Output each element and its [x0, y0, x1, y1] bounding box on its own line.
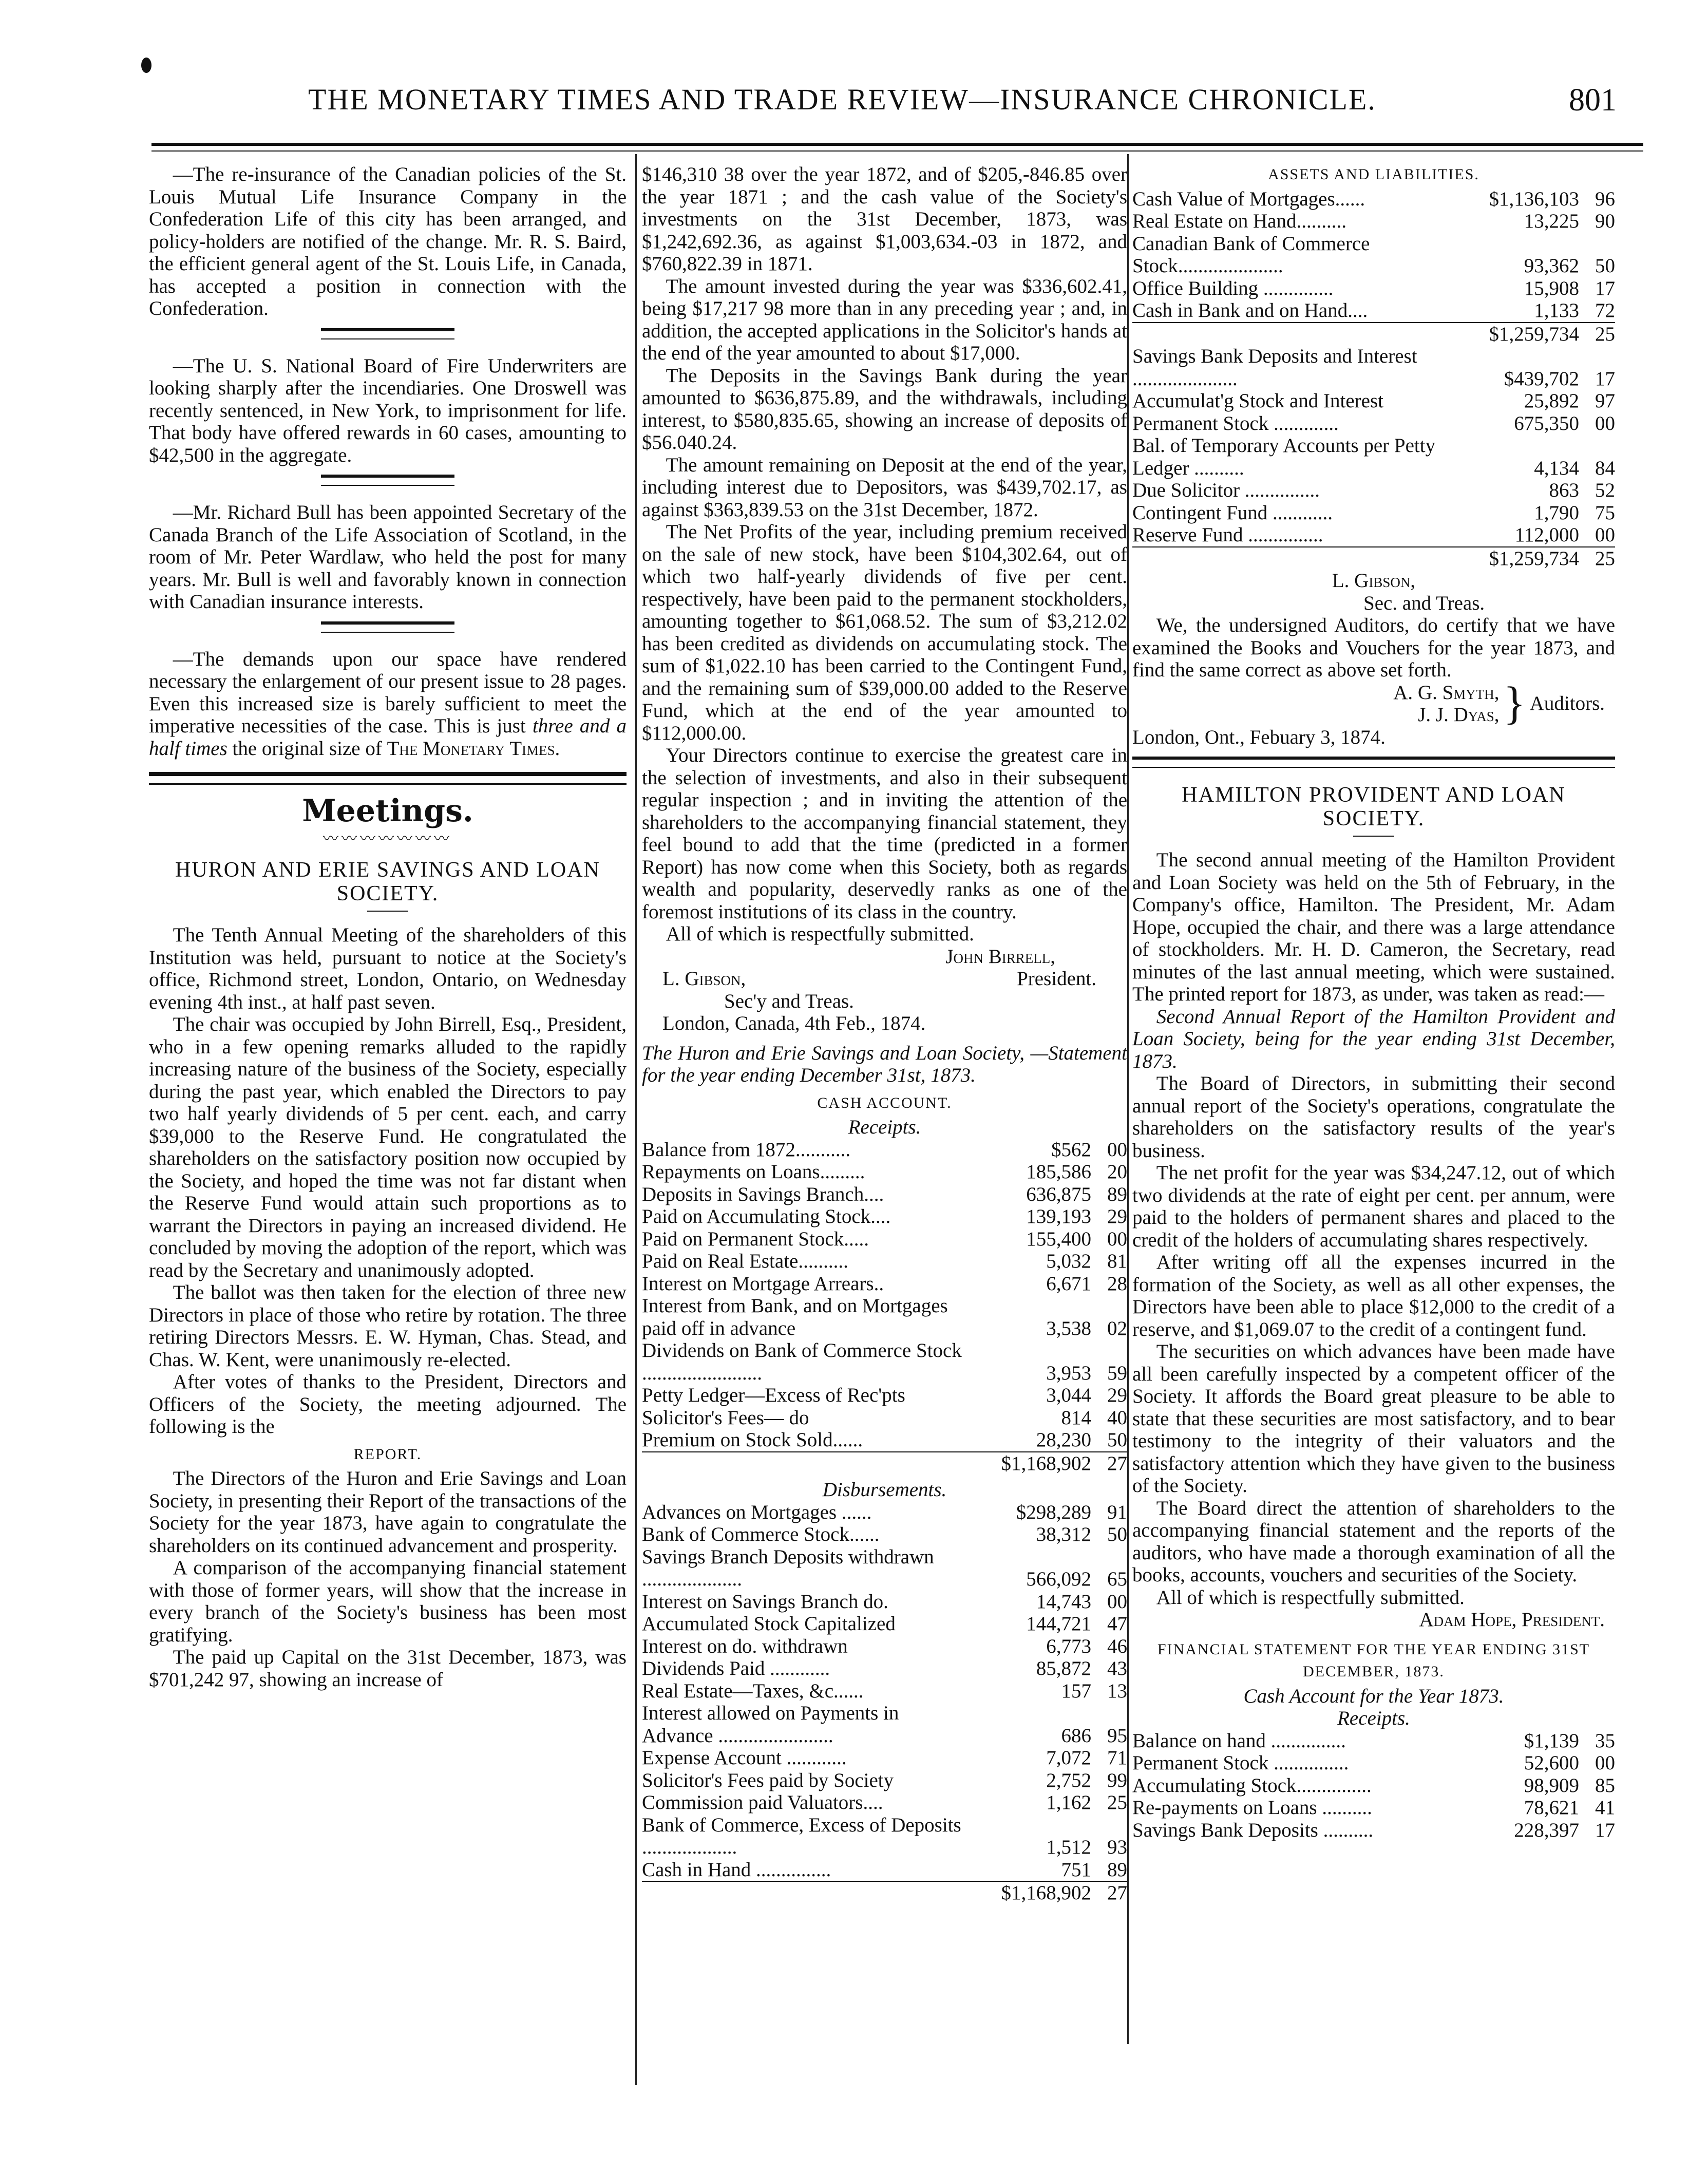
short-rule [1353, 836, 1394, 837]
huron-para-3: The ballot was then taken for the election of three new Directors in place of those who retire by rotation. The three retiring Directors Messrs. E. W. Hyman, Chas. Stead, and Chas. W. Kent, were unanimously re-elected. [149, 1281, 627, 1371]
row-amount: 675,350 [1514, 412, 1579, 435]
disbursement-row [642, 1769, 1127, 1792]
row-label: Petty Ledger—Excess of Rec'pts [642, 1384, 905, 1406]
ornament-rule: 〰〰〰〰〰〰〰 [323, 830, 452, 847]
section-rule [1132, 757, 1615, 768]
row-amount: 28,230 [1036, 1429, 1091, 1451]
huron-para-4: After votes of thanks to the President, Directors and Officers of the Society, the meeting adjourned. The following is the [149, 1371, 627, 1438]
auditors-brace: } [1503, 678, 1526, 729]
row-amount: 112,000 [1514, 524, 1579, 546]
report-submitted-line: All of which is respectfully submitted. [666, 923, 974, 945]
news-item-fire-underwriters: —The U. S. National Board of Fire Underwriters are looking sharply after the incendiaries. One Droswell was recently sentenced, in New York, to imprisonment for life. That body have offered rewards in 60 cases, amounting to $42,500 in the aggregate. [149, 354, 627, 466]
receipts-total-row [642, 1452, 1127, 1475]
row-label: Bank of Commerce Stock...... [642, 1523, 880, 1545]
row-amount: 157 [1061, 1679, 1091, 1702]
liability-row [1132, 479, 1615, 502]
liabilities-total-amount: $1,259,734 [1451, 547, 1579, 570]
row-label: Accumulated Stock Capitalized [642, 1613, 896, 1635]
row-label: Commission paid Valuators.... [642, 1791, 883, 1814]
row-label: Dividends Paid ............ [642, 1657, 830, 1679]
disbursement-row [642, 1791, 1127, 1814]
hamilton-receipt-row [1132, 1774, 1615, 1797]
liability-row [1132, 345, 1615, 390]
row-cents: 13 [1107, 1679, 1127, 1702]
row-label: Interest on do. withdrawn [642, 1635, 848, 1657]
row-label: Balance on hand ............... [1132, 1729, 1346, 1752]
row-label: Solicitor's Fees paid by Society [642, 1769, 894, 1791]
row-amount: 228,397 [1514, 1819, 1579, 1841]
receipts-total-amount: $1,168,902 [963, 1452, 1091, 1475]
row-cents: 50 [1107, 1429, 1127, 1451]
section-rule [321, 328, 454, 339]
signature-row [642, 968, 1127, 990]
huron-report-para-1: The Directors of the Huron and Erie Savings and Loan Society, in presenting their Report of the transactions of the Society for the year 1873, have again to congratulate the shareholders on its continued advancement and prosperity. [149, 1467, 627, 1557]
row-cents: 41 [1595, 1797, 1615, 1819]
liability-row [1132, 412, 1615, 435]
assets-total-amount: $1,259,734 [1451, 323, 1579, 346]
hamilton-para-1: The second annual meeting of the Hamilton Provident and Loan Society was held on the 5th of February, in the Company's office, Hamilton. The President, Mr. Adam Hope, occupied the chair, and there was a large attendance of stockholders. Mr. H. D. Cameron, the Secretary, read minutes of the last annual meeting, which were sustained. The printed report for 1873, as under, was taken as read:— [1132, 849, 1615, 1005]
row-cents: 84 [1595, 457, 1615, 479]
receipts-table [642, 1139, 1127, 1451]
row-cents: 17 [1595, 277, 1615, 299]
row-label: Advances on Mortgages ...... [642, 1501, 872, 1523]
row-amount: 3,538 [1046, 1317, 1091, 1339]
receipt-row [642, 1429, 1127, 1451]
asset-row [1132, 210, 1615, 233]
auditors-label: Auditors. [1529, 692, 1605, 715]
news-item-space-notice: —The demands upon our space have rendered necessary the enlargement of our present issue to 28 pages. Even this increased size is barely sufficient to meet the imperative necessities of the case. This is just three and a half times the original size of The Monetary Times. [149, 648, 627, 760]
statement-title: The Huron and Erie Savings and Loan Society, —Statement for the year ending December 31st, 1873. [642, 1042, 1127, 1086]
row-label: Accumulating Stock............... [1132, 1774, 1372, 1797]
disbursement-row [642, 1859, 1127, 1881]
row-cents: 46 [1107, 1635, 1127, 1657]
meetings-heading: Meetings. [302, 793, 473, 829]
row-label: Canadian Bank of Commerce Stock..................... [1132, 232, 1370, 277]
hamilton-receipt-row [1132, 1819, 1615, 1842]
row-cents: 99 [1107, 1769, 1127, 1791]
row-cents: 52 [1595, 479, 1615, 501]
column-divider-1 [635, 154, 637, 2085]
row-cents: 29 [1107, 1384, 1127, 1406]
disbursements-heading: Disbursements. [822, 1479, 947, 1501]
row-amount: 6,773 [1046, 1635, 1091, 1657]
column-1 [149, 163, 627, 2136]
receipt-row [642, 1407, 1127, 1429]
row-label: Cash Value of Mortgages...... [1132, 187, 1365, 210]
hamilton-para-2: The Board of Directors, in submitting their second annual report of the Society's operations, congratulate the shareholders on the satisfactory results of the year's business. [1132, 1072, 1615, 1162]
receipt-row [642, 1339, 1127, 1384]
row-cents: 50 [1595, 255, 1615, 277]
row-cents: 95 [1107, 1724, 1127, 1747]
row-amount: 85,872 [1036, 1657, 1091, 1679]
liability-row [1132, 524, 1615, 546]
receipt-row [642, 1139, 1127, 1161]
auditor-dyas: J. J. Dyas, [1418, 704, 1500, 726]
row-amount: $1,139 [1524, 1729, 1579, 1752]
assets-total-cents: 25 [1579, 323, 1615, 346]
row-cents: 89 [1107, 1858, 1127, 1881]
row-label: Due Solicitor ............... [1132, 479, 1320, 501]
row-amount: 5,032 [1046, 1250, 1091, 1272]
row-cents: 35 [1595, 1729, 1615, 1752]
row-label: Interest allowed on Payments in Advance ....................... [642, 1702, 899, 1747]
row-amount: 52,600 [1524, 1752, 1579, 1774]
assets-liabilities-heading: ASSETS AND LIABILITIES. [1268, 166, 1479, 183]
hamilton-submitted-line: All of which is respectfully submitted. [1156, 1586, 1465, 1609]
hamilton-report-title: Second Annual Report of the Hamilton Provident and Loan Society, being for the year ending 31st December, 1873. [1132, 1005, 1615, 1072]
disbursements-total-amount: $1,168,902 [963, 1881, 1091, 1904]
row-label: Interest on Savings Branch do. [642, 1590, 888, 1613]
row-amount: 3,953 [1046, 1362, 1091, 1384]
row-amount: 1,133 [1534, 299, 1579, 322]
row-cents: 00 [1595, 524, 1615, 546]
row-amount: 15,908 [1524, 277, 1579, 299]
row-amount: 686 [1061, 1724, 1091, 1747]
hamilton-para-5: The securities on which advances have been made have all been carefully inspected by a competent officer of the Society. It affords the Board great pleasure to be able to state that these securities are most satisfactory, and to bear testimony to the integrity of their valuators and the satisfactory attention which they have given to the business of the Society. [1132, 1340, 1615, 1497]
row-amount: 1,162 [1046, 1791, 1091, 1814]
row-label: Expense Account ............ [642, 1747, 847, 1769]
huron-report-para-3: The paid up Capital on the 31st December, 1873, was $701,242 97, showing an increase of [149, 1646, 627, 1691]
receipt-row [642, 1273, 1127, 1295]
column-3 [1132, 163, 1615, 2084]
header-rule-thin [151, 150, 1643, 152]
hamilton-receipt-row [1132, 1730, 1615, 1752]
row-amount: 6,671 [1046, 1272, 1091, 1295]
row-label: Cash in Bank and on Hand.... [1132, 299, 1368, 322]
asset-row [1132, 277, 1615, 300]
row-cents: 20 [1107, 1161, 1127, 1183]
hamilton-provident-title: HAMILTON PROVIDENT AND LOAN SOCIETY. [1182, 783, 1566, 830]
cash-account-year-heading: Cash Account for the Year 1873. [1243, 1685, 1504, 1707]
row-label: Contingent Fund ............ [1132, 501, 1333, 524]
disbursement-row [642, 1501, 1127, 1524]
assets-total-row [1132, 323, 1615, 346]
receipt-row [642, 1183, 1127, 1206]
signature-gibson: L. Gibson, [1332, 570, 1416, 592]
row-amount: 25,892 [1524, 390, 1579, 412]
row-cents: 65 [1107, 1568, 1127, 1590]
row-cents: 00 [1107, 1590, 1127, 1613]
hamilton-para-4: After writing off all the expenses incurred in the formation of the Society, as well as all other expenses, the Directors have been able to place $12,000 to the credit of a reserve, and $1,069.07 to the credit of a contingent fund. [1132, 1251, 1615, 1340]
signature-sec-treas: Sec'y and Treas. [724, 990, 854, 1012]
row-cents: 29 [1107, 1205, 1127, 1227]
row-label: Interest from Bank, and on Mortgages paid off in advance [642, 1295, 948, 1339]
header-rule [151, 143, 1643, 146]
row-label: Paid on Accumulating Stock.... [642, 1205, 891, 1227]
row-cents: 59 [1107, 1362, 1127, 1384]
hamilton-receipt-row [1132, 1752, 1615, 1774]
row-amount: 14,743 [1036, 1590, 1091, 1613]
row-amount: 3,044 [1046, 1384, 1091, 1406]
receipt-row [642, 1295, 1127, 1339]
receipt-row [642, 1250, 1127, 1273]
row-label: Bal. of Temporary Accounts per Petty Ledger .......... [1132, 435, 1436, 479]
row-cents: 71 [1107, 1747, 1127, 1769]
liability-row [1132, 502, 1615, 524]
row-amount: $1,136,103 [1489, 187, 1579, 210]
row-amount: 144,721 [1026, 1613, 1091, 1635]
liabilities-total-cents: 25 [1579, 547, 1615, 570]
row-amount: 2,752 [1046, 1769, 1091, 1791]
row-cents: 75 [1595, 501, 1615, 524]
row-label: Premium on Stock Sold...... [642, 1429, 863, 1451]
huron-para-1: The Tenth Annual Meeting of the shareholders of this Institution was held, pursuant to notice at the Society's office, Richmond street, London, Ontario, on Wednesday evening 4th inst., at half past seven. [149, 924, 627, 1013]
row-amount: 78,621 [1524, 1797, 1579, 1819]
receipts-total-cents: 27 [1091, 1452, 1127, 1475]
asset-row [1132, 233, 1615, 277]
huron-report-para-2: A comparison of the accompanying financial statement with those of former years, will show that the increase in every branch of the Society's business has been most gratifying. [149, 1557, 627, 1646]
row-cents: 93 [1107, 1836, 1127, 1858]
row-amount: $298,289 [1016, 1501, 1091, 1523]
liabilities-table [1132, 345, 1615, 546]
row-cents: 50 [1107, 1523, 1127, 1545]
disbursement-row [642, 1523, 1127, 1546]
disbursement-row [642, 1680, 1127, 1703]
disbursement-row [642, 1635, 1127, 1658]
row-amount: 139,193 [1026, 1205, 1091, 1227]
auditors-certificate: We, the undersigned Auditors, do certify that we have examined the Books and Vouchers for the year 1873, and find the same correct as above set forth. [1132, 614, 1615, 681]
huron-para-2: The chair was occupied by John Birrell, Esq., President, who in a few opening remarks alluded to the rapidly increasing nature of the business of the Society, especially during the past year, which enabled the Directors to pay two half yearly dividends of 5 per cent. each, and carry $39,000 to the Reserve Fund. He congratulated the shareholders on the satisfactory position now occupied by the Society, and hoped the time was not far distant when the Reserve Fund would attain such proportions as to warrant the Directors in paying an increased dividend. He concluded by moving the adoption of the report, which was read by the Secretary and unanimously adopted. [149, 1013, 627, 1281]
section-rule [321, 475, 454, 486]
disbursements-total-cents: 27 [1091, 1881, 1127, 1904]
row-cents: 00 [1107, 1227, 1127, 1250]
hamilton-receipt-row [1132, 1797, 1615, 1819]
row-cents: 85 [1595, 1774, 1615, 1797]
row-amount: 636,875 [1026, 1183, 1091, 1205]
row-label: Balance from 1872........... [642, 1138, 851, 1161]
row-amount: 1,512 [1046, 1836, 1091, 1858]
disbursement-row [642, 1591, 1127, 1613]
hamilton-para-3: The net profit for the year was $34,247.12, out of which two dividends at the rate of eight per cent. per annum, were paid to the holders of permanent shares and placed to the credit of the holders of accumulating shares respectively. [1132, 1162, 1615, 1251]
signature-gibson: L. Gibson, [662, 968, 746, 990]
row-cents: 00 [1595, 1752, 1615, 1774]
row-amount: 751 [1061, 1858, 1091, 1881]
auditors-signatures [1132, 678, 1615, 729]
disbursement-row [642, 1702, 1127, 1747]
disbursement-row [642, 1613, 1127, 1635]
row-cents: 17 [1595, 1819, 1615, 1841]
row-label: Savings Bank Deposits .......... [1132, 1819, 1374, 1841]
row-amount: 566,092 [1026, 1568, 1091, 1590]
hamilton-receipts-table [1132, 1730, 1615, 1842]
row-amount: 185,586 [1026, 1161, 1091, 1183]
row-cents: 00 [1107, 1138, 1127, 1161]
liabilities-total-table [1132, 546, 1615, 570]
short-rule [367, 911, 408, 912]
news-item-richard-bull: —Mr. Richard Bull has been appointed Secretary of the Canada Branch of the Life Association of Scotland, in the room of Mr. Peter Wardlaw, who held the post for many years. Mr. Bull is well and favorably known in connection with Canadian insurance interests. [149, 501, 627, 613]
column-2 [642, 163, 1127, 2136]
row-amount: 155,400 [1026, 1227, 1091, 1250]
row-cents: 43 [1107, 1657, 1127, 1679]
hamilton-receipts-heading: Receipts. [1337, 1707, 1410, 1729]
row-amount: $562 [1051, 1138, 1091, 1161]
receipts-heading: Receipts. [848, 1116, 921, 1138]
signature-president-label: President. [1017, 968, 1096, 990]
row-label: Real Estate—Taxes, &c...... [642, 1679, 864, 1702]
financial-statement-heading: FINANCIAL STATEMENT FOR THE YEAR ENDING 31ST DECEMBER, 1873. [1157, 1640, 1590, 1680]
row-amount: 13,225 [1524, 210, 1579, 232]
row-cents: 96 [1595, 187, 1615, 210]
liability-row [1132, 390, 1615, 412]
row-label: Interest on Mortgage Arrears.. [642, 1272, 884, 1295]
row-cents: 40 [1107, 1406, 1127, 1429]
disbursement-row [642, 1657, 1127, 1680]
meetings-rule [149, 772, 627, 785]
row-amount: 4,134 [1534, 457, 1579, 479]
row-amount: 38,312 [1036, 1523, 1091, 1545]
disbursements-table [642, 1501, 1127, 1881]
row-amount: 863 [1549, 479, 1579, 501]
page-number: 801 [1569, 83, 1617, 118]
row-cents: 00 [1595, 412, 1615, 435]
row-cents: 47 [1107, 1613, 1127, 1635]
row-label: Cash in Hand ............... [642, 1858, 831, 1881]
row-cents: 81 [1107, 1250, 1127, 1272]
row-label: Savings Bank Deposits and Interest ..................... [1132, 345, 1417, 390]
asset-row [1132, 188, 1615, 211]
row-label: Real Estate on Hand.......... [1132, 210, 1346, 232]
report-continued-para-6: Your Directors continue to exercise the greatest care in the selection of investments, and also in their subsequent regular inspection ; and in inviting the attention of the shareholders to the accompanying financial statement, they feel bound to add that the time (predicted in a former Report) has now come when this Society, both as regards wealth and popularity, deservedly ranks as one of the foremost institutions of its class in the country. [642, 744, 1127, 923]
disbursement-row [642, 1814, 1127, 1859]
row-label: Paid on Permanent Stock..... [642, 1227, 869, 1250]
asset-row [1132, 299, 1615, 322]
liabilities-total-row [1132, 547, 1615, 570]
report-continued-para-3: The Deposits in the Savings Bank during the year amounted to $636,875.89, and the withdrawals, including interest, to $580,835.65, showing an increase of deposits of $56.040.24. [642, 364, 1127, 454]
auditor-smyth: A. G. Smyth, [1393, 681, 1500, 704]
row-cents: 25 [1107, 1791, 1127, 1814]
row-label: Permanent Stock ............... [1132, 1752, 1349, 1774]
disbursement-row [642, 1546, 1127, 1591]
row-cents: 90 [1595, 210, 1615, 232]
liability-row [1132, 435, 1615, 479]
auditors-place-date: London, Ont., Febuary 3, 1874. [1132, 726, 1386, 748]
row-label: Savings Branch Deposits withdrawn .................... [642, 1545, 934, 1590]
receipt-row [642, 1205, 1127, 1228]
report-continued-para-5: The Net Profits of the year, including premium received on the sale of new stock, have been $104,302.64, out of which two half-yearly dividends of five per cent. respectively, have been paid to the permanent stockholders, amounting together to $61,068.52. The sum of $3,212.02 has been credited as dividends on accumulating stock. The sum of $1,022.10 has been carried to the Contingent Fund, and the remaining sum of $39,000.00 added to the Reserve Fund, which at the end of the year amounted to $112,000.00. [642, 521, 1127, 744]
signature-john-birrell: John Birrell, [945, 945, 1055, 968]
row-cents: 91 [1107, 1501, 1127, 1523]
row-label: Dividends on Bank of Commerce Stock ........................ [642, 1339, 962, 1384]
row-label: Repayments on Loans......... [642, 1161, 865, 1183]
disbursements-total-row [642, 1881, 1127, 1904]
signature-place-date: London, Canada, 4th Feb., 1874. [662, 1012, 926, 1034]
page-header-title: THE MONETARY TIMES AND TRADE REVIEW—INSURANCE CHRONICLE. [308, 83, 1376, 116]
huron-erie-title: HURON AND ERIE SAVINGS AND LOAN SOCIETY. [175, 858, 600, 905]
disbursement-row [642, 1747, 1127, 1769]
row-label: Reserve Fund ............... [1132, 524, 1323, 546]
report-continued-para-1: $146,310 38 over the year 1872, and of $205,-846.85 over the year 1871 ; and the cash value of the Society's investments on the 31st December, 1873, was $1,242,692.36, as against $1,003,634.-03 in 1872, and $760,822.39 in 1871. [642, 163, 1127, 275]
row-amount: 98,909 [1524, 1774, 1579, 1797]
section-rule [321, 621, 454, 633]
cash-account-heading: CASH ACCOUNT. [817, 1094, 952, 1111]
row-amount: 7,072 [1046, 1747, 1091, 1769]
row-label: Bank of Commerce, Excess of Deposits ................... [642, 1814, 961, 1858]
row-amount: 1,790 [1534, 501, 1579, 524]
receipt-row [642, 1384, 1127, 1407]
row-label: Paid on Real Estate.......... [642, 1250, 848, 1272]
page-bullet-mark [141, 58, 151, 73]
row-cents: 89 [1107, 1183, 1127, 1205]
row-cents: 72 [1595, 299, 1615, 322]
row-label: Permanent Stock ............. [1132, 412, 1339, 435]
signature-sec-treas: Sec. and Treas. [1363, 592, 1485, 614]
receipt-row [642, 1228, 1127, 1251]
hamilton-para-6: The Board direct the attention of shareholders to the accompanying financial statement and the reports of the auditors, who have made a thorough examination of all the books, accounts, vouchers and securities of the Society. [1132, 1497, 1615, 1586]
column-divider-2 [1127, 154, 1129, 2044]
row-label: Accumulat'g Stock and Interest [1132, 390, 1383, 412]
row-label: Solicitor's Fees— do [642, 1406, 809, 1429]
row-label: Deposits in Savings Branch.... [642, 1183, 884, 1205]
report-continued-para-4: The amount remaining on Deposit at the end of the year, including interest due to Depositors, was $439,702.17, as against $363,839.53 on the 31st December, 1872. [642, 454, 1127, 521]
report-continued-para-2: The amount invested during the year was $336,602.41, being $17,217 98 more than in any preceding year ; and, in addition, the accepted applications in the Solicitor's hands at the end of the year amounted to about $17,000. [642, 275, 1127, 364]
signature-adam-hope: Adam Hope, President. [1419, 1609, 1605, 1631]
receipt-row [642, 1161, 1127, 1183]
row-label: Office Building .............. [1132, 277, 1334, 299]
receipts-total-table [642, 1451, 1127, 1475]
row-cents: 97 [1595, 390, 1615, 412]
row-cents: 02 [1107, 1317, 1127, 1339]
row-cents: 28 [1107, 1272, 1127, 1295]
report-heading: REPORT. [353, 1445, 422, 1463]
assets-total-table [1132, 322, 1615, 346]
row-amount: $439,702 [1504, 367, 1579, 390]
assets-table [1132, 188, 1615, 322]
row-cents: 17 [1595, 367, 1615, 390]
news-item-reinsurance: —The re-insurance of the Canadian policies of the St. Louis Mutual Life Insurance Company in the Confederation Life of this city has been arranged, and policy-holders are notified of the change. Mr. R. S. Baird, the efficient general agent of the St. Louis Life, in Canada, has accepted a position in connection with the Confederation. [149, 163, 627, 319]
row-amount: 93,362 [1524, 255, 1579, 277]
disbursements-total-table [642, 1881, 1127, 1904]
row-amount: 814 [1061, 1406, 1091, 1429]
row-label: Re-payments on Loans .......... [1132, 1797, 1372, 1819]
